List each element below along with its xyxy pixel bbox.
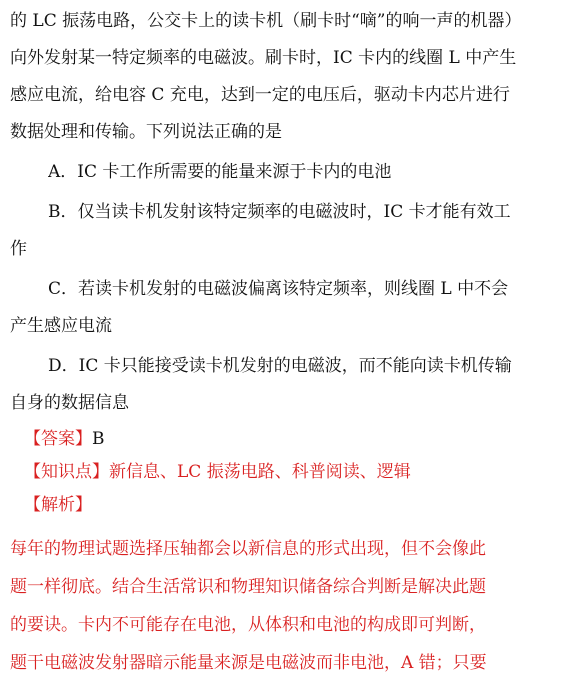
- analysis-line-3: 的要诀。卡内不可能存在电池，从体积和电池的构成即可判断，: [10, 615, 486, 635]
- question-line-1: 的 LC 振荡电路，公交卡上的读卡机（刷卡时“嘀”的响一声的机器）: [10, 11, 522, 31]
- option-d-line-2: 自身的数据信息: [10, 393, 129, 413]
- question-line-4: 数据处理和传输。下列说法正确的是: [10, 122, 282, 142]
- answer-row: [24, 428, 577, 450]
- answer-label: 【答案】: [24, 429, 92, 449]
- question-line-2: 向外发射某一特定频率的电磁波。刷卡时，IC 卡内的线圈 L 中产生: [10, 48, 517, 68]
- option-c-line-2: 产生感应电流: [10, 316, 112, 336]
- option-c-line-1: C．若读卡机发射的电磁波偏离该特定频率，则线圈 L 中不会: [48, 279, 509, 299]
- knowledge-value: 新信息、LC 振荡电路、科普阅读、逻辑: [109, 462, 411, 482]
- answer-value: B: [92, 429, 105, 449]
- option-a: A．IC 卡工作所需要的能量来源于卡内的电池: [48, 162, 392, 182]
- knowledge-row: [24, 461, 577, 483]
- option-b-line-1: B．仅当读卡机发射该特定频率的电磁波时，IC 卡才能有效工: [48, 202, 511, 222]
- question-line-3: 感应电流，给电容 C 充电，达到一定的电压后，驱动卡内芯片进行: [10, 85, 510, 105]
- analysis-line-4: 题干电磁波发射器暗示能量来源是电磁波而非电池，A 错；只要: [10, 653, 487, 673]
- knowledge-label: 【知识点】: [24, 462, 109, 482]
- option-b-line-2: 作: [10, 239, 27, 259]
- analysis-line-1: 每年的物理试题选择压轴都会以新信息的形式出现，但不会像此: [10, 539, 486, 559]
- analysis-line-2: 题一样彻底。结合生活常识和物理知识储备综合判断是解决此题: [10, 577, 486, 597]
- analysis-label: 【解析】: [24, 495, 92, 515]
- option-d-line-1: D．IC 卡只能接受读卡机发射的电磁波，而不能向读卡机传输: [48, 356, 512, 376]
